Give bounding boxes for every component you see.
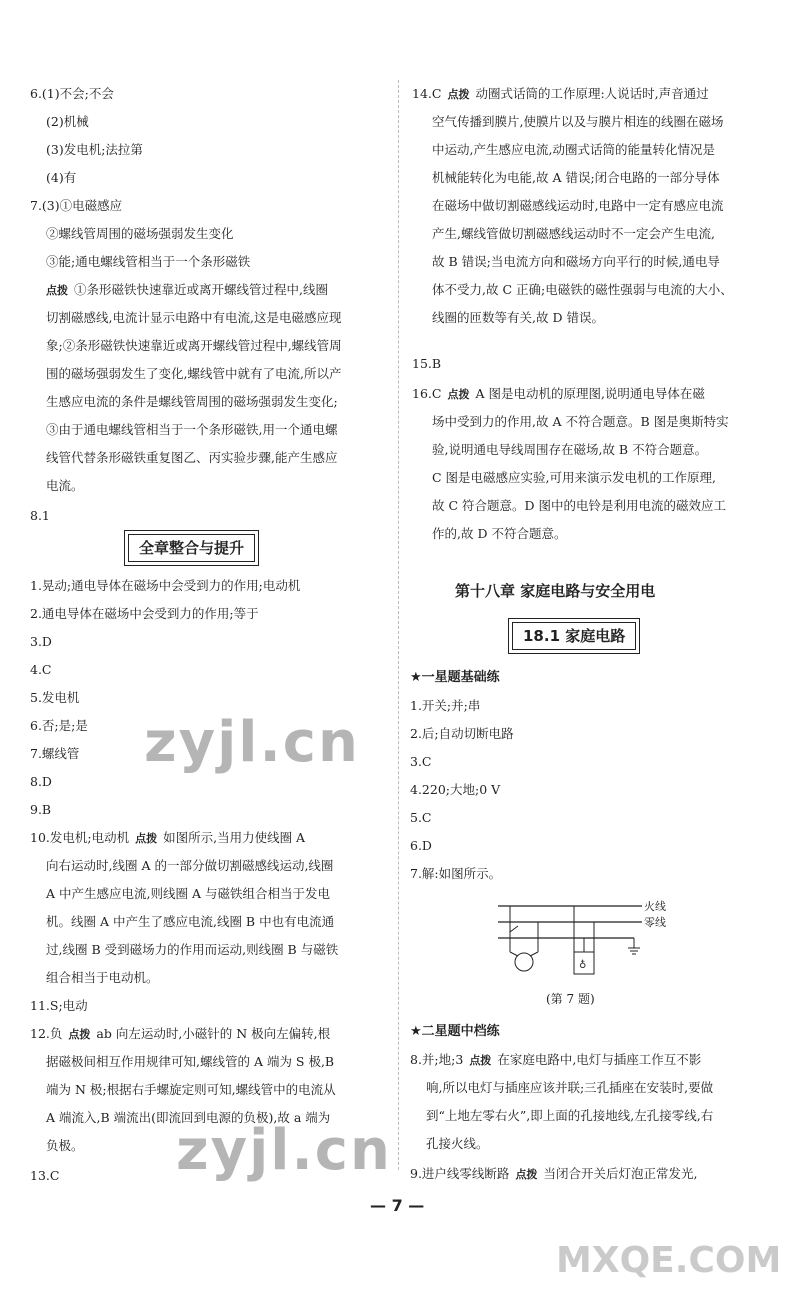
note-7-line5: 生感应电流的条件是螺线管周围的磁场强弱发生变化; [46,394,338,409]
review-answer-10: 10.发电机;电动机 点拨 如图所示,当用力使线圈 A [30,830,306,845]
watermark-bottom: zyjl.cn [176,1118,392,1183]
basic-answer-5: 5.C [410,810,432,825]
review-answer-11: 11.S;电动 [30,998,88,1013]
note-7-line6: ③由于通电螺线管相当于一个条形磁铁,用一个通电螺 [46,422,338,437]
section-heading-chapter-review: 全章整合与提升 [128,534,255,562]
watermark-corner: MXQE.COM [556,1240,782,1281]
fire-wire-label: 火线 [644,900,666,913]
note-16-line3: 验,说明通电导线周围存在磁场,故 B 不符合题意。 [432,442,708,457]
review-answer-1: 1.晃动;通电导体在磁场中会受到力的作用;电动机 [30,578,301,593]
review-note-10-line2: 向右运动时,线圈 A 的一部分做切割磁感线运动,线圈 [46,858,334,873]
answer-7-3: ③能;通电螺线管相当于一个条形磁铁 [46,254,251,269]
column-divider [398,80,399,1170]
page-number: — 7 — [370,1196,425,1215]
note-16-line2: 场中受到力的作用,故 A 不符合题意。B 图是奥斯特实 [432,414,729,429]
circuit-diagram [492,892,672,988]
figure-caption: (第 7 题) [546,992,595,1006]
answer-7: 7.(3)①电磁感应 [30,198,123,213]
review-note-10-line6: 组合相当于电动机。 [46,970,159,985]
review-answer-2: 2.通电导体在磁场中会受到力的作用;等于 [30,606,259,621]
answer-6: 6.(1)不会;不会 [30,86,114,101]
switch-symbol [510,926,518,932]
basic-answer-3: 3.C [410,754,432,769]
review-answer-9: 9.B [30,802,52,817]
note-14-line7: 故 B 错误;当电流方向和磁场方向平行的时候,通电导 [432,254,720,269]
zero-wire-label: 零线 [644,916,666,929]
review-answer-13: 13.C [30,1168,60,1183]
review-answer-6: 6.否;是;是 [30,718,88,733]
note-14-line9: 线圈的匝数等有关,故 D 错误。 [432,310,604,325]
review-answer-5: 5.发电机 [30,690,80,705]
review-answer-7: 7.螺线管 [30,746,80,761]
review-answer-8: 8.D [30,774,52,789]
basic-answer-4: 4.220;大地;0 V [410,782,501,797]
chapter-title: 第十八章 家庭电路与安全用电 [455,582,656,600]
mid-answer-9: 9.进户线零线断路 点拨 当闭合开关后灯泡正常发光, [410,1166,698,1181]
note-14-line3: 中运动,产生感应电流,动圈式话筒的能量转化情况是 [432,142,715,157]
basic-answer-6: 6.D [410,838,432,853]
note-14-line2: 空气传播到膜片,使膜片以及与膜片相连的线圈在磁场 [432,114,724,129]
section-heading-18-1: 18.1 家庭电路 [512,622,636,650]
answer-7-2: ②螺线管周围的磁场强弱发生变化 [46,226,234,241]
review-note-12-line2: 据磁极间相互作用规律可知,螺线管的 A 端为 S 极,B [46,1054,335,1069]
answer-14: 14.C 点拨 动圈式话筒的工作原理:人说话时,声音通过 [412,86,709,101]
note-7-line7: 线管代替条形磁铁重复图乙、丙实验步骤,能产生感应 [46,450,338,465]
basic-answer-2: 2.后;自动切断电路 [410,726,514,741]
note-14-line6: 产生,螺线管做切割磁感线运动时不一定会产生电流, [432,226,715,241]
note-16-line5: 故 C 符合题意。D 图中的电铃是利用电流的磁效应工 [432,498,727,513]
mid-note-8-line4: 孔接火线。 [426,1136,489,1151]
answer-6-2: (2)机械 [46,114,89,129]
answer-6-4: (4)有 [46,170,77,185]
basic-answer-1: 1.开关;并;串 [410,698,481,713]
note-14-line4: 机械能转化为电能,故 A 错误;闭合电路的一部分导体 [432,170,720,185]
note-16-line6: 作的,故 D 不符合题意。 [432,526,567,541]
review-note-12-line5: 负极。 [46,1138,84,1153]
note-7-line4: 围的磁场强弱发生了变化,螺线管中就有了电流,所以产 [46,366,342,381]
note-7-line1: 点拨 ①条形磁铁快速靠近或离开螺线管过程中,线圈 [46,282,328,297]
review-note-10-line4: 机。线圈 A 中产生了感应电流,线圈 B 中也有电流通 [46,914,335,929]
review-answer-12: 12.负 点拨 ab 向左运动时,小磁针的 N 极向左偏转,根 [30,1026,331,1041]
review-answer-3: 3.D [30,634,52,649]
mid-note-8-line3: 到“上地左零右火”,即上面的孔接地线,左孔接零线,右 [426,1108,714,1123]
mid-note-8-line2: 响,所以电灯与插座应该并联;三孔插座在安装时,要做 [426,1080,714,1095]
review-note-12-line3: 端为 N 极;根据右手螺旋定则可知,螺线管中的电流从 [46,1082,336,1097]
review-note-10-line3: A 中产生感应电流,则线圈 A 与磁铁组合相当于发电 [46,886,330,901]
note-7-line2: 切割磁感线,电流计显示电路中有电流,这是电磁感应现 [46,310,342,325]
review-answer-4: 4.C [30,662,52,677]
answer-15: 15.B [412,356,442,371]
mid-answer-8: 8.并;地;3 点拨 在家庭电路中,电灯与插座工作互不影 [410,1052,702,1067]
note-14-line5: 在磁场中做切割磁感线运动时,电路中一定有感应电流 [432,198,724,213]
two-star-heading: ★二星题中档练 [410,1024,500,1039]
review-note-10-line5: 过,线圈 B 受到磁场力的作用而运动,则线圈 B 与磁铁 [46,942,339,957]
answer-8: 8.1 [30,508,50,523]
one-star-heading: ★一星题基础练 [410,670,500,685]
watermark-top: zyjl.cn [144,710,360,775]
answer-6-3: (3)发电机;法拉第 [46,142,143,157]
note-14-line8: 体不受力,故 C 正确;电磁铁的磁性强弱与电流的大小、 [432,282,733,297]
svg-text:♁: ♁ [579,960,587,971]
note-7-line3: 象;②条形磁铁快速靠近或离开螺线管过程中,螺线管周 [46,338,342,353]
basic-answer-7: 7.解:如图所示。 [410,866,502,881]
answer-16: 16.C 点拨 A 图是电动机的原理图,说明通电导体在磁 [412,386,705,401]
note-16-line4: C 图是电磁感应实验,可用来演示发电机的工作原理, [432,470,716,485]
note-7-line8: 电流。 [46,478,84,493]
review-note-12-line4: A 端流入,B 端流出(即流回到电源的负极),故 a 端为 [46,1110,331,1125]
